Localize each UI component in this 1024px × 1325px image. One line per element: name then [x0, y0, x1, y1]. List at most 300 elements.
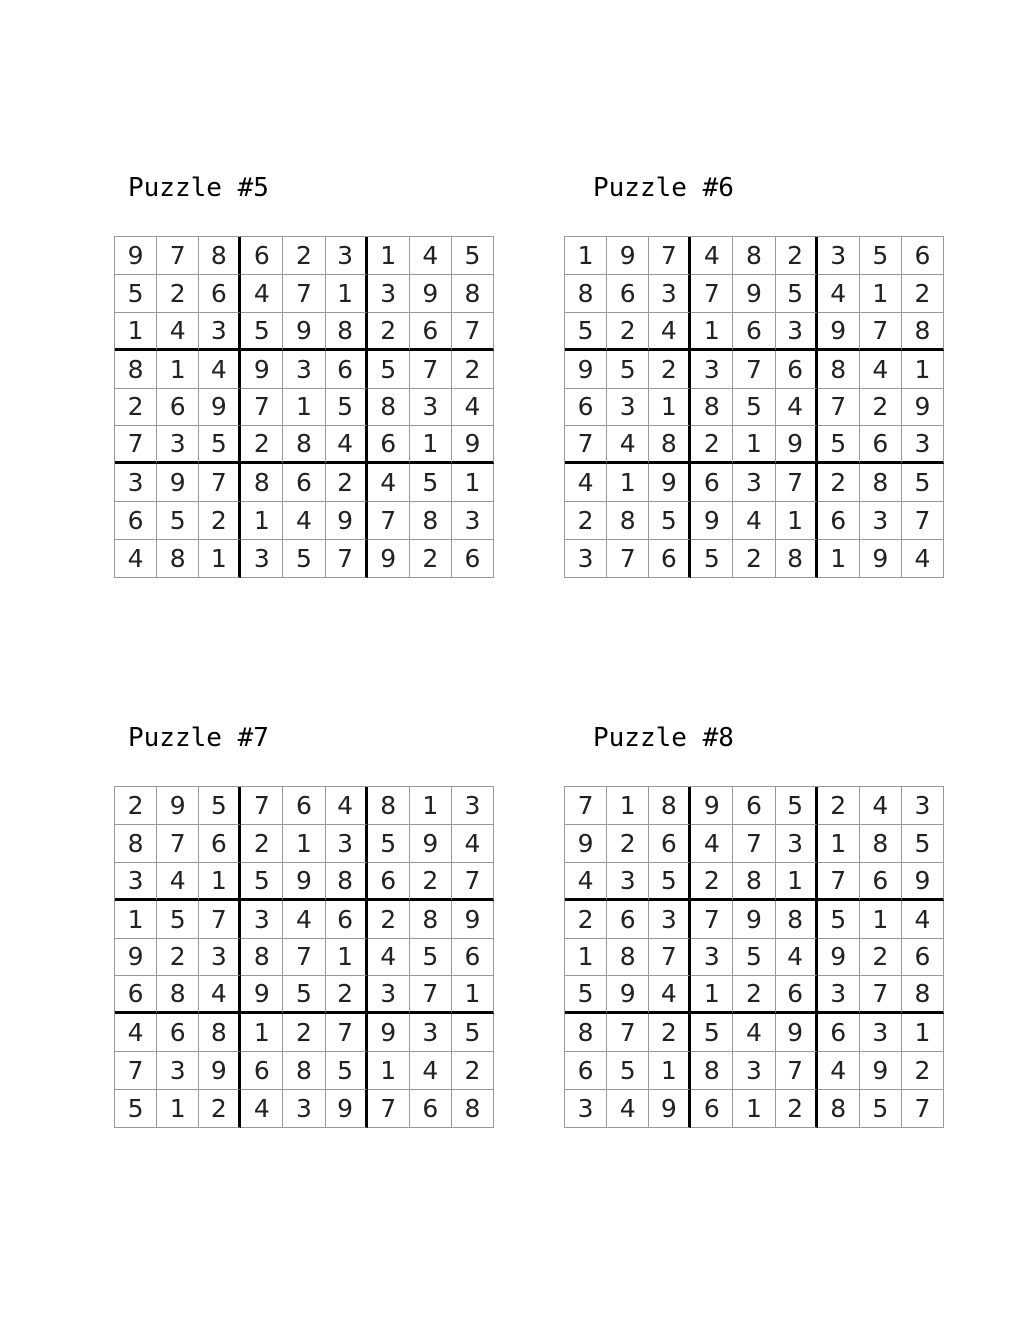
- sudoku-cell: 1: [776, 502, 818, 540]
- sudoku-cell: 3: [199, 313, 241, 351]
- sudoku-cell: 9: [241, 351, 283, 389]
- sudoku-cell: 7: [157, 237, 199, 275]
- sudoku-cell: 4: [283, 901, 325, 939]
- sudoku-cell: 7: [733, 351, 775, 389]
- sudoku-cell: 3: [902, 426, 944, 464]
- sudoku-cell: 3: [115, 464, 157, 502]
- sudoku-cell: 4: [776, 389, 818, 427]
- sudoku-cell: 4: [565, 464, 607, 502]
- puzzle-title: Puzzle #8: [593, 723, 734, 753]
- sudoku-cell: 5: [368, 351, 410, 389]
- sudoku-cell: 8: [157, 976, 199, 1014]
- sudoku-cell: 3: [691, 351, 733, 389]
- sudoku-cell: 1: [607, 787, 649, 825]
- sudoku-cell: 1: [565, 939, 607, 977]
- sudoku-cell: 7: [818, 389, 860, 427]
- sudoku-cell: 2: [283, 237, 325, 275]
- sudoku-cell: 1: [902, 1014, 944, 1052]
- sudoku-cell: 6: [902, 237, 944, 275]
- sudoku-cell: 4: [649, 976, 691, 1014]
- sudoku-cell: 2: [283, 1014, 325, 1052]
- sudoku-cell: 5: [452, 1014, 494, 1052]
- sudoku-cell: 7: [902, 502, 944, 540]
- sudoku-cell: 2: [368, 901, 410, 939]
- sudoku-cell: 8: [199, 1014, 241, 1052]
- sudoku-cell: 1: [326, 939, 368, 977]
- sudoku-cell: 2: [241, 825, 283, 863]
- sudoku-cell: 3: [776, 313, 818, 351]
- sudoku-cell: 5: [410, 464, 452, 502]
- sudoku-cell: 4: [860, 787, 902, 825]
- sudoku-cell: 9: [691, 502, 733, 540]
- sudoku-cell: 2: [368, 313, 410, 351]
- sudoku-cell: 9: [241, 976, 283, 1014]
- sudoku-cell: 8: [649, 787, 691, 825]
- sudoku-cell: 6: [860, 426, 902, 464]
- sudoku-cell: 5: [691, 540, 733, 578]
- sudoku-cell: 5: [283, 540, 325, 578]
- sudoku-cell: 2: [818, 787, 860, 825]
- sudoku-cell: 2: [776, 237, 818, 275]
- sudoku-cell: 8: [607, 939, 649, 977]
- sudoku-cell: 8: [691, 389, 733, 427]
- sudoku-cell: 6: [115, 502, 157, 540]
- sudoku-cell: 4: [199, 976, 241, 1014]
- sudoku-cell: 2: [902, 1052, 944, 1090]
- sudoku-cell: 9: [565, 825, 607, 863]
- sudoku-cell: 1: [115, 901, 157, 939]
- sudoku-cell: 3: [565, 1090, 607, 1128]
- sudoku-cell: 8: [452, 1090, 494, 1128]
- sudoku-cell: 4: [452, 825, 494, 863]
- sudoku-cell: 9: [157, 787, 199, 825]
- sudoku-cell: 5: [326, 1052, 368, 1090]
- sudoku-cell: 6: [691, 464, 733, 502]
- sudoku-cell: 8: [902, 313, 944, 351]
- sudoku-cell: 1: [283, 825, 325, 863]
- sudoku-cell: 3: [902, 787, 944, 825]
- sudoku-cell: 3: [649, 901, 691, 939]
- sudoku-cell: 7: [452, 313, 494, 351]
- sudoku-cell: 6: [607, 901, 649, 939]
- sudoku-cell: 1: [691, 976, 733, 1014]
- sudoku-cell: 2: [199, 1090, 241, 1128]
- sudoku-cell: 1: [115, 313, 157, 351]
- sudoku-cell: 6: [860, 863, 902, 901]
- sudoku-cell: 2: [860, 939, 902, 977]
- sudoku-cell: 2: [115, 389, 157, 427]
- sudoku-cell: 8: [241, 939, 283, 977]
- sudoku-cell: 7: [776, 464, 818, 502]
- sudoku-cell: 5: [649, 502, 691, 540]
- sudoku-cell: 1: [283, 389, 325, 427]
- sudoku-cell: 9: [818, 939, 860, 977]
- sudoku-cell: 2: [241, 426, 283, 464]
- sudoku-cell: 7: [199, 901, 241, 939]
- sudoku-cell: 6: [565, 389, 607, 427]
- sudoku-cell: 2: [818, 464, 860, 502]
- sudoku-cell: 3: [733, 464, 775, 502]
- sudoku-cell: 9: [776, 1014, 818, 1052]
- sudoku-cell: 9: [157, 464, 199, 502]
- sudoku-cell: 7: [326, 540, 368, 578]
- sudoku-cell: 5: [733, 939, 775, 977]
- sudoku-cell: 2: [902, 275, 944, 313]
- sudoku-cell: 4: [368, 939, 410, 977]
- sudoku-cell: 3: [860, 1014, 902, 1052]
- sudoku-cell: 4: [733, 502, 775, 540]
- sudoku-cell: 2: [733, 540, 775, 578]
- sudoku-cell: 1: [733, 426, 775, 464]
- sudoku-cell: 3: [368, 976, 410, 1014]
- sudoku-cell: 9: [199, 389, 241, 427]
- sudoku-cell: 9: [607, 976, 649, 1014]
- sudoku-cell: 1: [565, 237, 607, 275]
- sudoku-cell: 1: [860, 901, 902, 939]
- sudoku-cell: 4: [860, 351, 902, 389]
- sudoku-cell: 5: [776, 787, 818, 825]
- sudoku-cell: 7: [733, 825, 775, 863]
- sudoku-cell: 8: [283, 1052, 325, 1090]
- sudoku-cell: 9: [902, 389, 944, 427]
- sudoku-cell: 2: [452, 351, 494, 389]
- sudoku-cell: 3: [241, 540, 283, 578]
- sudoku-cell: 8: [818, 351, 860, 389]
- sudoku-cell: 3: [860, 502, 902, 540]
- sudoku-cell: 3: [326, 237, 368, 275]
- sudoku-cell: 7: [860, 313, 902, 351]
- sudoku-cell: 6: [452, 540, 494, 578]
- sudoku-cell: 3: [776, 825, 818, 863]
- sudoku-cell: 7: [776, 1052, 818, 1090]
- sudoku-cell: 9: [607, 237, 649, 275]
- sudoku-cell: 6: [157, 1014, 199, 1052]
- sudoku-cell: 9: [410, 825, 452, 863]
- sudoku-cell: 7: [157, 825, 199, 863]
- sudoku-cell: 3: [565, 540, 607, 578]
- sudoku-cell: 1: [241, 1014, 283, 1052]
- sudoku-cell: 6: [283, 787, 325, 825]
- sudoku-cell: 4: [157, 863, 199, 901]
- sudoku-cell: 5: [452, 237, 494, 275]
- sudoku-cell: 8: [818, 1090, 860, 1128]
- sudoku-cell: 6: [607, 275, 649, 313]
- sudoku-cell: 3: [368, 275, 410, 313]
- sudoku-cell: 1: [199, 863, 241, 901]
- sudoku-cell: 1: [326, 275, 368, 313]
- sudoku-cell: 9: [368, 1014, 410, 1052]
- sudoku-cell: 6: [326, 901, 368, 939]
- sudoku-cell: 5: [565, 313, 607, 351]
- sudoku-cell: 2: [607, 825, 649, 863]
- sudoku-grid: [114, 786, 494, 1128]
- sudoku-cell: 4: [410, 237, 452, 275]
- puzzle-title: Puzzle #5: [128, 173, 269, 203]
- sudoku-cell: 3: [241, 901, 283, 939]
- sudoku-cell: 5: [241, 863, 283, 901]
- sudoku-cell: 4: [607, 1090, 649, 1128]
- sudoku-cell: 5: [157, 901, 199, 939]
- sudoku-cell: 4: [691, 825, 733, 863]
- sudoku-cell: 6: [902, 939, 944, 977]
- sudoku-cell: 8: [368, 389, 410, 427]
- sudoku-cell: 5: [115, 1090, 157, 1128]
- sudoku-cell: 4: [776, 939, 818, 977]
- sudoku-cell: 5: [902, 464, 944, 502]
- sudoku-cell: 8: [410, 502, 452, 540]
- sudoku-cell: 7: [649, 939, 691, 977]
- sudoku-cell: 8: [199, 237, 241, 275]
- sudoku-cell: 6: [776, 976, 818, 1014]
- sudoku-cell: 3: [157, 1052, 199, 1090]
- sudoku-cell: 6: [733, 313, 775, 351]
- sudoku-cell: 3: [691, 939, 733, 977]
- sudoku-cell: 7: [368, 1090, 410, 1128]
- sudoku-cell: 3: [607, 389, 649, 427]
- sudoku-cell: 8: [368, 787, 410, 825]
- sudoku-cell: 5: [410, 939, 452, 977]
- sudoku-cell: 6: [368, 426, 410, 464]
- sudoku-cell: 8: [902, 976, 944, 1014]
- sudoku-cell: 4: [691, 237, 733, 275]
- sudoku-cell: 1: [818, 825, 860, 863]
- sudoku-cell: 7: [452, 863, 494, 901]
- sudoku-cell: 4: [902, 901, 944, 939]
- sudoku-cell: 6: [649, 825, 691, 863]
- sudoku-cell: 1: [607, 464, 649, 502]
- sudoku-cell: 6: [241, 237, 283, 275]
- sudoku-cell: 8: [691, 1052, 733, 1090]
- sudoku-cell: 7: [607, 1014, 649, 1052]
- sudoku-cell: 5: [902, 825, 944, 863]
- sudoku-cell: 6: [452, 939, 494, 977]
- sudoku-cell: 6: [241, 1052, 283, 1090]
- sudoku-cell: 5: [818, 426, 860, 464]
- sudoku-cell: 2: [649, 1014, 691, 1052]
- sudoku-cell: 7: [199, 464, 241, 502]
- sudoku-cell: 9: [410, 275, 452, 313]
- sudoku-cell: 8: [733, 863, 775, 901]
- sudoku-cell: 1: [157, 1090, 199, 1128]
- sudoku-cell: 4: [326, 787, 368, 825]
- sudoku-cell: 9: [691, 787, 733, 825]
- sudoku-cell: 4: [157, 313, 199, 351]
- sudoku-cell: 8: [115, 825, 157, 863]
- sudoku-cell: 7: [691, 901, 733, 939]
- sudoku-cell: 5: [199, 426, 241, 464]
- sudoku-cell: 8: [565, 1014, 607, 1052]
- sudoku-cell: 1: [410, 787, 452, 825]
- puzzle-title: Puzzle #7: [128, 723, 269, 753]
- sudoku-cell: 4: [565, 863, 607, 901]
- sudoku-cell: 3: [818, 976, 860, 1014]
- sudoku-cell: 7: [241, 389, 283, 427]
- sudoku-cell: 4: [241, 1090, 283, 1128]
- sudoku-cell: 5: [607, 1052, 649, 1090]
- sudoku-cell: 4: [283, 502, 325, 540]
- sudoku-cell: 1: [902, 351, 944, 389]
- sudoku-cell: 1: [818, 540, 860, 578]
- sudoku-cell: 6: [818, 1014, 860, 1052]
- puzzle-title: Puzzle #6: [593, 173, 734, 203]
- sudoku-cell: 2: [157, 275, 199, 313]
- sudoku-cell: 5: [733, 389, 775, 427]
- sudoku-cell: 9: [902, 863, 944, 901]
- sudoku-cell: 2: [649, 351, 691, 389]
- sudoku-cell: 9: [860, 1052, 902, 1090]
- sudoku-cell: 7: [283, 939, 325, 977]
- sudoku-cell: 4: [733, 1014, 775, 1052]
- sudoku-grid: [564, 236, 944, 578]
- sudoku-cell: 4: [199, 351, 241, 389]
- sudoku-cell: 6: [157, 389, 199, 427]
- sudoku-cell: 7: [691, 275, 733, 313]
- sudoku-cell: 7: [410, 351, 452, 389]
- sudoku-cell: 5: [241, 313, 283, 351]
- sudoku-cell: 9: [733, 275, 775, 313]
- sudoku-cell: 8: [115, 351, 157, 389]
- sudoku-cell: 8: [776, 901, 818, 939]
- sudoku-cell: 7: [326, 1014, 368, 1052]
- sudoku-cell: 9: [326, 502, 368, 540]
- sudoku-cell: 2: [776, 1090, 818, 1128]
- sudoku-cell: 5: [115, 275, 157, 313]
- sudoku-cell: 6: [565, 1052, 607, 1090]
- sudoku-cell: 2: [326, 464, 368, 502]
- sudoku-cell: 2: [410, 863, 452, 901]
- sudoku-cell: 9: [565, 351, 607, 389]
- sudoku-cell: 3: [649, 275, 691, 313]
- sudoku-cell: 5: [818, 901, 860, 939]
- sudoku-cell: 1: [691, 313, 733, 351]
- sudoku-cell: 7: [607, 540, 649, 578]
- sudoku-cell: 5: [326, 389, 368, 427]
- sudoku-cell: 1: [410, 426, 452, 464]
- sudoku-cell: 4: [410, 1052, 452, 1090]
- sudoku-cell: 2: [565, 901, 607, 939]
- sudoku-cell: 7: [283, 275, 325, 313]
- sudoku-cell: 2: [607, 313, 649, 351]
- sudoku-cell: 8: [733, 237, 775, 275]
- sudoku-cell: 5: [860, 1090, 902, 1128]
- sudoku-cell: 9: [649, 464, 691, 502]
- sudoku-cell: 8: [776, 540, 818, 578]
- sudoku-cell: 4: [649, 313, 691, 351]
- sudoku-cell: 1: [733, 1090, 775, 1128]
- sudoku-cell: 2: [691, 426, 733, 464]
- sudoku-cell: 7: [410, 976, 452, 1014]
- sudoku-cell: 8: [649, 426, 691, 464]
- sudoku-cell: 1: [452, 464, 494, 502]
- sudoku-cell: 5: [607, 351, 649, 389]
- sudoku-cell: 7: [860, 976, 902, 1014]
- sudoku-cell: 7: [115, 1052, 157, 1090]
- sudoku-cell: 5: [691, 1014, 733, 1052]
- sudoku-cell: 6: [199, 825, 241, 863]
- sudoku-cell: 1: [776, 863, 818, 901]
- sudoku-cell: 1: [157, 351, 199, 389]
- sudoku-cell: 9: [452, 901, 494, 939]
- sudoku-cell: 8: [607, 502, 649, 540]
- sudoku-cell: 9: [368, 540, 410, 578]
- sudoku-cell: 6: [199, 275, 241, 313]
- sudoku-cell: 5: [860, 237, 902, 275]
- sudoku-cell: 3: [326, 825, 368, 863]
- sudoku-cell: 8: [565, 275, 607, 313]
- sudoku-cell: 9: [283, 313, 325, 351]
- sudoku-cell: 1: [860, 275, 902, 313]
- sudoku-cell: 7: [241, 787, 283, 825]
- sudoku-cell: 8: [283, 426, 325, 464]
- sudoku-cell: 9: [860, 540, 902, 578]
- sudoku-cell: 5: [776, 275, 818, 313]
- sudoku-cell: 2: [157, 939, 199, 977]
- sudoku-cell: 3: [283, 1090, 325, 1128]
- sudoku-cell: 3: [283, 351, 325, 389]
- sudoku-cell: 4: [326, 426, 368, 464]
- sudoku-cell: 9: [818, 313, 860, 351]
- sudoku-cell: 5: [157, 502, 199, 540]
- sudoku-cell: 4: [115, 1014, 157, 1052]
- sudoku-cell: 7: [818, 863, 860, 901]
- sudoku-cell: 4: [902, 540, 944, 578]
- sudoku-cell: 2: [733, 976, 775, 1014]
- sudoku-cell: 2: [115, 787, 157, 825]
- sudoku-cell: 4: [115, 540, 157, 578]
- sudoku-cell: 9: [733, 901, 775, 939]
- sudoku-cell: 1: [452, 976, 494, 1014]
- sudoku-cell: 3: [115, 863, 157, 901]
- sudoku-cell: 8: [157, 540, 199, 578]
- sudoku-cell: 3: [157, 426, 199, 464]
- sudoku-cell: 6: [776, 351, 818, 389]
- sudoku-cell: 3: [410, 389, 452, 427]
- sudoku-cell: 6: [368, 863, 410, 901]
- sudoku-cell: 4: [452, 389, 494, 427]
- sudoku-cell: 6: [410, 313, 452, 351]
- sudoku-cell: 1: [241, 502, 283, 540]
- sudoku-cell: 2: [860, 389, 902, 427]
- sudoku-cell: 7: [115, 426, 157, 464]
- sudoku-cell: 9: [115, 237, 157, 275]
- sudoku-cell: 6: [733, 787, 775, 825]
- sudoku-cell: 5: [199, 787, 241, 825]
- sudoku-cell: 2: [452, 1052, 494, 1090]
- sudoku-cell: 2: [326, 976, 368, 1014]
- sudoku-cell: 5: [283, 976, 325, 1014]
- sudoku-cell: 6: [326, 351, 368, 389]
- sudoku-cell: 9: [452, 426, 494, 464]
- sudoku-cell: 4: [607, 426, 649, 464]
- sudoku-cell: 9: [283, 863, 325, 901]
- sudoku-cell: 1: [649, 1052, 691, 1090]
- sudoku-cell: 4: [241, 275, 283, 313]
- sudoku-cell: 9: [199, 1052, 241, 1090]
- sudoku-cell: 6: [115, 976, 157, 1014]
- sudoku-cell: 1: [199, 540, 241, 578]
- sudoku-cell: 8: [326, 313, 368, 351]
- sudoku-cell: 8: [860, 464, 902, 502]
- sudoku-cell: 1: [368, 1052, 410, 1090]
- sudoku-cell: 6: [691, 1090, 733, 1128]
- sudoku-cell: 3: [818, 237, 860, 275]
- sudoku-cell: 1: [649, 389, 691, 427]
- sudoku-cell: 3: [410, 1014, 452, 1052]
- sudoku-cell: 6: [818, 502, 860, 540]
- sudoku-cell: 3: [199, 939, 241, 977]
- sudoku-cell: 5: [649, 863, 691, 901]
- sudoku-cell: 5: [368, 825, 410, 863]
